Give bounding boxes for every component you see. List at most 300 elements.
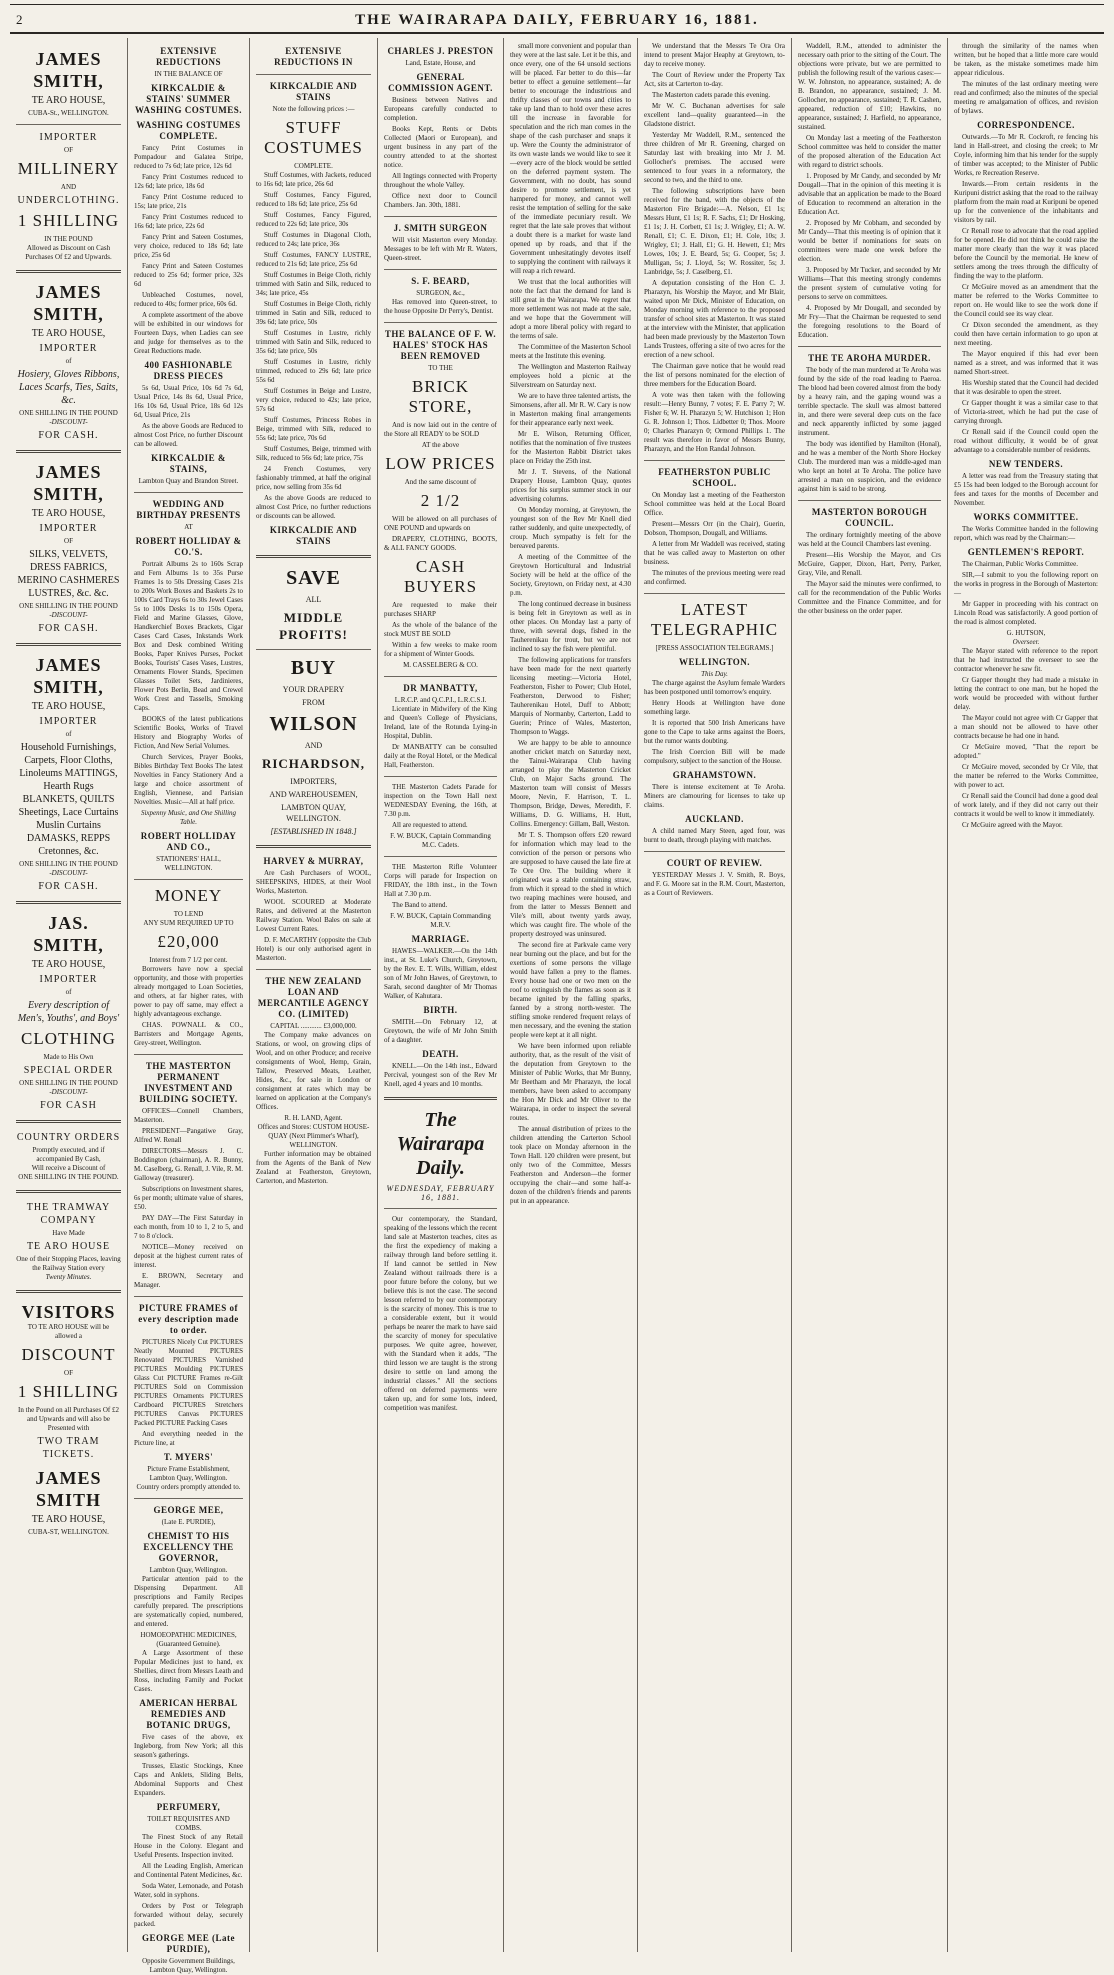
ad-heading: CASH BUYERS	[403, 557, 478, 596]
news-text: The following subscriptions have been received for the band, with the objects of the Masterton Fire Brigade:—A. Nelson, £1 1s; Messrs Hunt, £1 1s; R. F. Sachs, £1; Dr Hosking, £1 1s; J. H. Corbett, £1 1s; J. Wrigley, £1; A. W. Renall, £1; C. E. Dixon, £1; H. Cole, 10s; J. Wrigley, £1; J. Hall, £1; G. H. Hewett, £1; Mrs Lowes, 10s; J. E. Beard, 5s; G. Cooper, 5s; J. Mulligan, 5s; J. Lloyd, 5s; W. Rossiter, 5s; J. Lanbridge, 5s; J. Caselberg, £1.	[644, 187, 785, 276]
ad-text: Stuff Costumes, Fancy Figured, reduced to 22s 6d; late price, 30s	[256, 211, 371, 228]
ad-text: OFFICES—Connell Chambers, Masterton.	[134, 1107, 243, 1124]
poster-line: SAVE	[286, 567, 341, 589]
divider	[384, 676, 497, 677]
ad-line: ONE SHILLING IN THE POUND	[19, 602, 118, 610]
ad-text: Interest from 7 1/2 per cent.	[149, 956, 228, 964]
ad-heading: EXTENSIVE REDUCTIONS	[155, 46, 221, 67]
section-heading: COURT OF REVIEW.	[666, 858, 763, 868]
ad-line: DISCOUNT	[21, 1345, 116, 1364]
divider	[16, 1190, 121, 1193]
section-heading: AUCKLAND.	[685, 814, 744, 824]
ad-text: And is now laid out in the centre of the Store all READY to be SOLD	[384, 421, 497, 438]
divider	[16, 1290, 121, 1293]
news-text: Cr McGuire moved, "That the report be adopted."	[954, 743, 1098, 760]
ad-line: AND	[60, 183, 77, 191]
divider	[134, 492, 243, 493]
ad-heading: JAMES SMITH,	[33, 462, 104, 504]
news-text: Inwards.—From certain residents in the Kuripuni district asking that the road to the railway platform from the main road at Kuripuni be opened up for the convenience of the inhabitants and visitors by rail.	[954, 180, 1098, 224]
news-text: The long continued decrease in business is being felt in Greytown as well as in other places. On Monday last a party of three, with several dogs, fished in the Tauherenikau for trout, but we are not inclined to say the fish were plentiful.	[510, 600, 631, 653]
ad-line: IN THE BALANCE OF	[154, 70, 223, 78]
editorial-text: Our contemporary, the Standard, speaking of the lessons which the recent land sale at Masterton teaches, cites as the first the expediency of making a railway through land before settling it. If land cannot be settled in New Zealand without railroads there is a poor future before the colony, but we believe this is not the case. The second lesson referred to by our contemporary is the scarcity of money. This is true to a considerable extent, but it would perhaps be nearer the mark to have said the scarcity of money for speculative purposes. We quite agree, however, with the Standard when it adds, "The third lesson we are taught is the strong desire to settle on land among the industrial classes." All the sections offered on deferred payments were taken up, and for some lots, indeed, competition was manifest.	[384, 1215, 497, 1412]
ad-text: Fancy Print Costumes reduced to 16s 6d; late price, 22s 6d	[134, 213, 243, 230]
ad-text: A complete assortment of the above will be exhibited in our windows for Fourteen Days, when Ladies can see and judge for themselves as to the Great Reductions made.	[134, 311, 243, 355]
ad-line: TO TE ARO HOUSE will be allowed a	[27, 1323, 110, 1340]
ad-text: Note the following prices :—	[272, 105, 355, 113]
divider	[798, 346, 941, 347]
ad-text: Five cases of the above, ex Ingleborg, from New York; all this season's gatherings.	[134, 1733, 243, 1759]
ad-subheading: TE ARO HOUSE,	[31, 508, 106, 519]
poster-line: AND	[304, 741, 323, 750]
notice-text: F. W. BUCK, Captain Commanding M.R.V.	[390, 912, 491, 929]
ad-james-smith-silks	[16, 461, 121, 635]
ad-line: Have Made	[52, 1229, 85, 1237]
news-text: Waddell, R.M., attended to administer the necessary oath prior to the sitting of the Court. The objections were private, but we are permitted to publish the following result of the various cases:—W. W. Johnston, no appearance, sustained; A. de B. Brandon, no appearance, sustained; J. M. Gollocher, no appearance, sustained; T. R. Cashen, appeared, reduction of £10; Hawkins, no appearance, sustained; J. Harfield, no appearance, sustained.	[798, 42, 941, 131]
news-text: The Works Committee handed in the following report, which was read by the Chairman:—	[954, 525, 1098, 542]
ad-text: STATIONERS' HALL, WELLINGTON.	[156, 855, 221, 872]
ad-heading: 400 FASHIONABLE DRESS PIECES	[144, 360, 233, 381]
ad-james-smith-hosiery	[16, 281, 121, 442]
ad-text: Particular attention paid to the Dispensing Department. All prescriptions and Family Recipes carefully prepared. The prescriptions are systematically copied, numbered, and entered.	[134, 1575, 243, 1628]
ad-text: L.R.C.P. and Q.C.P.I., L.R.C.S.I.	[394, 696, 487, 704]
ad-text: Office next door to Council Chambers. Jan. 30th, 1881.	[384, 192, 497, 209]
poster-line: BUY	[290, 657, 337, 679]
ad-text: All the Leading English, American and Continental Patent Medicines, &c.	[134, 1862, 243, 1879]
ad-text: As the above Goods are Reduced to almost Cost Price, no further Discount can be allowed.	[134, 422, 243, 448]
ad-line: IMPORTER	[39, 132, 98, 143]
ad-line: TE ARO HOUSE,	[31, 1514, 106, 1525]
section-heading: WORKS COMMITTEE.	[973, 512, 1079, 522]
divider	[384, 216, 497, 217]
ad-text: COMPLETE.	[294, 162, 333, 170]
ad-heading: KIRKCALDIE AND STAINS	[269, 81, 358, 102]
ad-text: Are requested to make their purchases SHARP	[384, 601, 497, 618]
ad-line: OF	[64, 1369, 73, 1377]
ad-heading: BRICK STORE,	[408, 377, 473, 416]
ad-text: Has removed into Queen-street, to the house Opposite Dr Perry's, Dentist.	[384, 298, 497, 315]
ad-text: Opposite Government Buildings, Lambton Quay, Wellington.	[142, 1957, 235, 1974]
column-6-news	[638, 38, 792, 1952]
ad-line: THE TRAMWAY COMPANY	[26, 1202, 111, 1226]
divider	[134, 879, 243, 880]
news-text: 3. Proposed by Mr Tucker, and seconded by Mr Williams—That this meeting strongly condemns the present system of cumulative voting for persons to serve on committees.	[798, 266, 941, 301]
ad-text: TO LEND	[173, 910, 204, 918]
ad-text: BOOKS of the latest publications Scientific Books, Works of Travel History and Biography Works of Fiction, And New Serial Volumes.	[134, 715, 243, 750]
section-heading: WELLINGTON.	[678, 657, 751, 667]
ad-text: 5s 6d, Usual Price, 10s 6d 7s 6d, Usual Price, 14s 8s 6d, Usual Price, 16s 10s 6d, Usual Price, 18s 6d 12s 6d, Usual Price, 21s	[134, 384, 243, 419]
ad-text: And everything needed in the Picture line, at	[134, 1430, 243, 1447]
ad-text: SURGEON, &c.,	[416, 289, 465, 297]
divider	[16, 450, 121, 453]
ad-heading: £20,000	[157, 932, 220, 951]
ad-james-smith-furnishings	[16, 654, 121, 893]
ad-heading: WEDDING AND BIRTHDAY PRESENTS	[136, 499, 241, 520]
ad-subheading: TE ARO HOUSE,	[31, 95, 106, 106]
ad-text: Portrait Albums 2s to 160s Scrap and Fern Albums 1s to 35s Purse Frames 1s to 50s Dressing Cases 21s to 200s Work Boxes and Baskets 2s to 100s Card Trays 6s to 30s Jewel Cases 5s to 100s Desks 1s to 150s Opera, Field and Marine Glasses, Glove, Handkerchief Boxes Brackets, Cigar Cases Card Cases, Inkstands Work Box and Desk combined Writing Books, Paper Knives Purses, Pocket Books, Tourists' Cases Vases, Lustres, Ornaments Flower Stands, Specimen Glasses Toilet Sets, Jardinieres, Flower Pots Berlin, Bead and Crewel Work Crest and Tassells, Smoking Caps.	[134, 560, 243, 712]
news-text: The Wellington and Masterton Railway employees hold a picnic at the Silverstream on Saturday next.	[510, 363, 631, 389]
ad-text: Land, Estate, House, and	[405, 59, 476, 67]
ad-heading: STUFF COSTUMES	[264, 118, 363, 157]
ad-text: M. CASSELBERG & CO.	[403, 661, 478, 669]
section-heading: BIRTH.	[423, 1005, 458, 1015]
divider	[644, 460, 785, 461]
ad-heading: PICTURE FRAMES of every description made to order.	[138, 1303, 239, 1335]
notice-text: THE Masterton Rifle Volunteer Corps will parade for Inspection on FRIDAY, the 18th inst., in the Town Hall at 7.30 p.m.	[384, 863, 497, 898]
news-text: Cr Gapper thought it was a similar case to that of Victoria-street, which he had put the case of carrying through.	[954, 399, 1098, 425]
news-text: A meeting of the Committee of the Greytown Horticultural and Industrial Society will be held at the office of the Society, Greytown, on Friday next, at 4.30 p.m.	[510, 553, 631, 597]
ad-text: Stuff Costumes in Beige Cloth, richly trimmed in Satin and Silk, reduced to 39s 6d; late price, 50s	[256, 300, 371, 326]
ad-line: TE ARO HOUSE	[26, 1241, 111, 1252]
ad-text: Unbleached Costumes, novel, reduced to 40s; former price, 60s 6d.	[134, 291, 243, 308]
ad-text: DRAPERY, CLOTHING, BOOTS, & ALL FANCY GOODS.	[384, 535, 497, 552]
news-text: Cr Dixon seconded the amendment, as they could then have certain information to go upon at next meeting.	[954, 321, 1098, 347]
poster-line: WILSON	[269, 713, 358, 735]
section-heading: NEW TENDERS.	[988, 459, 1064, 469]
column-8-news	[948, 38, 1104, 1952]
news-text: The Mayor stated with reference to the report that he had instructed the overseer to see the contractor whenever he saw fit.	[954, 647, 1098, 673]
ad-line: -DISCOUNT-	[49, 611, 88, 619]
ad-line: ONE SHILLING IN THE POUND	[19, 409, 118, 417]
divider	[644, 593, 785, 594]
ad-line: IMPORTER	[39, 716, 98, 727]
ad-text: Offices and Stores: CUSTOM HOUSE-QUAY (Next Plimmer's Wharf), WELLINGTON.	[257, 1123, 370, 1149]
news-text: Present—Messrs Orr (in the Chair), Guerin, Dobson, Thompson, Dougall, and Williams.	[644, 520, 785, 537]
news-text: [PRESS ASSOCIATION TELEGRAMS.]	[655, 644, 774, 652]
news-text: We have been informed upon reliable authority, that, as the result of the visit of the deputation from Greytown to the Minister of Public Works, that Mr Bunny, Mr Beetham and Mr Pharazyn, the local members, have been asked to accompany the Hon Mr Dick and Mr Oliver to the Wairarapa, in order to inspect the several routes.	[510, 1042, 631, 1122]
news-text: A child named Mary Steen, aged four, was burnt to death, through playing with matches.	[644, 827, 785, 844]
news-text: The annual distribution of prizes to the children attending the Carterton School took place on Monday afternoon in the Town Hall. 120 children were present, but only two of the Committee, Messrs Featherston and Anderson—the former occupying the chair—and some half-a-dozen of the children's friends and parents put in an appearance.	[510, 1125, 631, 1205]
signature-title: Overseer.	[1012, 638, 1040, 646]
ad-heading: MONEY	[154, 886, 223, 905]
ad-text: Picture Frame Establishment, Lambton Quay, Wellington.	[147, 1465, 230, 1482]
ad-heading: THE NEW ZEALAND LOAN AND MERCANTILE AGENCY CO. (LIMITED)	[257, 976, 370, 1019]
ad-text: Fancy Print Costumes in Pompadour and Galatea Stripe, reduced to 7s 6d; late price, 12s 6d	[134, 144, 243, 170]
news-text: The Chairman, Public Works Committee.	[962, 560, 1078, 568]
news-text: The Masterton cadets parade this evening.	[652, 91, 771, 99]
ad-line: ONE SHILLING IN THE POUND	[19, 860, 118, 868]
ad-text: Church Services, Prayer Books, Bibles Birthday Text Books The latest Novelties in Fancy Stationery And a large and choice assortment of English, Viennese, and Parisian Novelties. Music—All at half price.	[134, 753, 243, 806]
ad-line: CUBA-ST, WELLINGTON.	[28, 1528, 109, 1536]
ad-text: NOTICE—Money received on deposit at the highest current rates of interest.	[134, 1243, 243, 1269]
column-1-james-smith-ads	[10, 38, 128, 1952]
news-text: Cr Renall said the Council had done a good deal of work lately, and if they did not carry out their contracts it would be well to know it immediately.	[954, 792, 1098, 818]
ad-line: -DISCOUNT-	[49, 418, 88, 426]
section-heading: MARRIAGE.	[411, 934, 470, 944]
ad-text: Stuff Costumes in Lustre, richly trimmed with Satin and Silk, reduced to 35s 6d; late price, 50s	[256, 329, 371, 355]
ad-line: COUNTRY ORDERS	[16, 1132, 121, 1143]
ad-heading: CHEMIST TO HIS EXCELLENCY THE GOVERNOR,	[143, 1531, 234, 1563]
news-text: The Chairman gave notice that he would read the list of persons nominated for the election of three members for the Education Board.	[644, 362, 785, 388]
ad-text: Country orders promptly attended to.	[136, 1483, 241, 1491]
ad-text: Fancy Print Costumes reduced to 12s 6d; late price, 18s 6d	[134, 173, 243, 190]
ad-heading: JAMES SMITH,	[33, 282, 104, 324]
news-text: The Mayor enquired if this had ever been named as a street, and was informed that it was named Short-street.	[954, 350, 1098, 376]
news-text: We are happy to be able to announce another cricket match on Saturday next, the Tainui-Wairarapa Club having arranged to play the Masterton Cricket Club, on Major Sachs ground. The Masterton team will consist of Messrs Moore, Nevin, F. Harrison, T. L. Thompson, Bridge, Dewes, Meredith, F. Williams, D. G. Williams, H. Hutt, Collins. Emergency: Gillam, Ball, Weston.	[510, 739, 631, 828]
ad-text: ANY SUM REQUIRED UP TO	[143, 919, 234, 927]
editorial-masthead: The Wairarapa Daily.	[396, 1109, 485, 1179]
ad-heading: JAS. SMITH,	[33, 913, 104, 955]
ad-line: of	[65, 988, 72, 996]
news-text: Mr Gapper in proceeding with his contract on Lincoln Road was satisfactorily. A good portion of the road is almost completed.	[954, 600, 1098, 626]
ad-line: UNDERCLOTHING.	[17, 195, 120, 206]
ad-text: CAPITAL ............ £3,000,000.	[270, 1022, 357, 1030]
ad-text: And the same discount of	[404, 478, 477, 486]
ad-text: Fancy Print Costume reduced to 15s; late price, 21s	[134, 193, 243, 210]
ad-heading: WASHING COSTUMES COMPLETE.	[136, 120, 241, 141]
column-4-notices-editorial	[378, 38, 504, 1952]
notice-text: SMITH.—On February 12, at Greytown, the wife of Mr John Smith of a daughter.	[384, 1018, 497, 1044]
ad-heading: GEORGE MEE,	[153, 1505, 224, 1515]
ad-line: FOR CASH.	[38, 430, 99, 441]
news-text: small more convenient and popular than they were at the last sale. Let it be this, and once every, one of the 64 unsold sections will be placed. Far better to do this—far better to effect a genuine settlement—far better to encourage the industrious and thrifty classes of our towns and cities to take up land than to hold over these acres till the increase in favorable for speculation and the rich man comes in the shape of the cash purchaser and snaps it up. Were the County the administrator of its own waste lands we would like to see it—every acre of the block would be settled on the deferred payment system. The Government, with no doubt, has sound desire to promote settlement, is yet hampered for money, and cannot well resist the temptation of selling for the sake of the immediate pecuniary result. We regret that the late sale proves that without a doubt there is a market for waste land opened up by roads, and that if the Government unhesitatingly devotes itself to supplying the continent with railways it will reap a rich reward.	[510, 42, 631, 275]
ad-text: The Finest Stock of any Retail House in the Colony. Elegant and Useful Presents. Inspection invited.	[134, 1833, 243, 1859]
divider	[16, 901, 121, 904]
ad-line: SPECIAL ORDER	[23, 1065, 114, 1076]
ad-james-smith-clothing	[16, 912, 121, 1112]
divider	[384, 269, 497, 270]
news-text: Cr McGuire moved, seconded by Cr Vile, that the matter be referred to the Works Committee, with power to act.	[954, 763, 1098, 789]
divider	[256, 555, 371, 558]
section-heading: MASTERTON BOROUGH COUNCIL.	[811, 507, 928, 528]
section-heading: GRAHAMSTOWN.	[672, 770, 757, 780]
ad-text: TOILET REQUISITES AND COMBS.	[147, 1815, 230, 1832]
news-text: 2. Proposed by Mr Cobham, and seconded by Mr Candy—That this meeting is of opinion that it would be better if nominations for seats on committees were made one week before the election.	[798, 219, 941, 263]
news-text: Cr McGuire agreed with the Mayor.	[962, 821, 1063, 829]
news-text: We understand that the Messrs Te Ora Ora intend to present Major Heaphy at Greytown, to-day to receive money.	[644, 42, 785, 68]
ad-heading: JAMES SMITH,	[33, 655, 104, 697]
ad-text: As the whole of the balance of the stock MUST BE SOLD	[384, 621, 497, 638]
poster-line: LAMBTON QUAY, WELLINGTON.	[281, 803, 346, 823]
ad-heading: LOW PRICES	[385, 454, 496, 473]
newspaper-title: THE WAIRARAPA DAILY, FEBRUARY 16, 1881.	[355, 12, 759, 28]
news-text: Cr Renall rose to advocate that the road applied for be opened. He did not think he could raise the matter more clearly than the way it was placed before the Council by the memorial. He knew of settlers among the trees through the difficulty of finding the way to the platform.	[954, 227, 1098, 280]
notice-text: The Band to attend.	[392, 901, 448, 909]
ad-text: Further information may be obtained from the Agents of the Bank of New Zealand at Featherston, Greytown, Carterton, and Masterton.	[256, 1150, 371, 1185]
ad-heading: T. MYERS'	[163, 1452, 214, 1462]
news-text: The ordinary fortnightly meeting of the above was held at the Council Chambers last evening.	[798, 531, 941, 548]
column-3-ads	[250, 38, 378, 1952]
divider	[384, 1208, 497, 1209]
divider	[134, 1054, 243, 1055]
ad-line: CLOTHING	[21, 1029, 116, 1048]
ad-heading: J. SMITH SURGEON	[393, 223, 488, 233]
ad-line: IMPORTER	[39, 523, 98, 534]
ad-line: Promptly executed, and if accompanied By Cash,	[32, 1146, 105, 1163]
ad-text: Fancy Print and Sateen Costumes, very choice, reduced to 18s 6d; late price, 25s 6d	[134, 233, 243, 259]
notice-text: F. W. BUCK, Captain Commanding M.C. Cadets.	[390, 832, 491, 849]
ad-heading: 2 1/2	[420, 491, 461, 510]
ad-heading: KIRKCALDIE & STAINS,	[151, 453, 226, 474]
ad-heading: VISITORS	[21, 1302, 116, 1322]
section-heading: GENTLEMEN'S REPORT.	[967, 547, 1085, 557]
ad-heading: THE MASTERTON PERMANENT INVESTMENT AND BUILDING SOCIETY.	[139, 1061, 238, 1104]
ad-heading: ROBERT HOLLIDAY AND CO.,	[140, 831, 237, 852]
ad-text: (Late E. PURDIE),	[161, 1518, 216, 1526]
column-5-news	[504, 38, 638, 1952]
ad-text: Will visit Masterton every Monday. Messages to be left with Mr R. Waters, Queen-street.	[384, 236, 497, 262]
ad-text: Orders by Post or Telegraph forwarded without delay, securely packed.	[134, 1902, 243, 1928]
poster-line: IMPORTERS,	[290, 777, 337, 786]
ad-line: FOR CASH	[40, 1100, 97, 1111]
ad-line: -DISCOUNT-	[49, 869, 88, 877]
ad-wilson-richardson	[256, 566, 371, 837]
ad-text: Are Cash Purchasers of WOOL, SHEEPSKINS, HIDES, at their Wool Works, Masterton.	[256, 869, 371, 895]
news-text: The minutes of the last ordinary meeting were read and confirmed; also the minutes of the special meeting re amalgamation of offices, and revision of bylaws.	[954, 80, 1098, 115]
ad-text: Will be allowed on all purchases of ONE POUND and upwards on	[384, 515, 497, 532]
ad-text: Sixpenny Music, and One Shilling Table.	[140, 809, 237, 826]
notice-text: KNELL.—On the 14th inst., Edward Percival, youngest son of the Rev Mr Knell, aged 4 years and 10 months.	[384, 1062, 497, 1088]
ad-line: Household Furnishings, Carpets, Floor Cloths, Linoleums MATTINGS, Hearth Rugs BLANKETS, QUILTS Sheetings, Lace Curtains Muslin Curtains DAMASKS, REPPS Cretonnes, &c.	[18, 742, 119, 857]
ad-james-smith-millinery	[16, 48, 121, 262]
ad-text: AT	[184, 523, 193, 531]
ad-subheading: TE ARO HOUSE,	[31, 959, 106, 970]
ad-text: TO THE	[428, 364, 453, 372]
ad-line: -DISCOUNT-	[49, 1088, 88, 1096]
ad-tramway	[16, 1201, 121, 1282]
news-text: A letter was read from the Treasury stating that £5 15s had been lodged to the Borough account for fees and taxes for the months of December and November.	[954, 472, 1098, 507]
ad-heading: JAMES SMITH,	[33, 49, 104, 91]
news-text: The Mayor could not agree with Cr Gapper that a man should not be allowed to have other contracts because he had one in hand.	[954, 714, 1098, 740]
news-text: 4. Proposed by Mr Dougall, and seconded by Mr Fry—That the Chairman be requested to send the foregoing resolutions to the Board of Education.	[798, 304, 941, 339]
ad-text: Business between Natives and Europeans carefully conducted to completion.	[384, 96, 497, 122]
ad-line: IN THE POUND	[44, 235, 93, 243]
page-number: 2	[16, 12, 23, 27]
news-text: A deputation consisting of the Hon C. J. Pharazyn, his Worship the Mayor, and Mr Blair, waited upon Mr Dick, Minister of Education, on Monday morning with reference to the proposed transfer of school sites at Masterton. It was stated at the interview with the Minister, that application had been made previously by the Masterton Town Lands Trustees, offering a site of two acres for the erection of a new school.	[644, 279, 785, 359]
divider	[16, 643, 121, 646]
news-text: Cr McGuire moved as an amendment that the matter be referred to the Works Committee to report on. He would like to see the work done if the Council could see its way clear.	[954, 283, 1098, 318]
ad-text: R. H. LAND, Agent.	[284, 1114, 343, 1122]
divider	[384, 1097, 497, 1100]
ad-text: A Large Assortment of these Popular Medicines just to hand, ex Shellies, direct from Messrs Leath and Ross, including Family and Pocket Cases.	[134, 1649, 243, 1693]
ad-line: 1 SHILLING	[17, 1382, 120, 1401]
ad-line: FOR CASH.	[38, 881, 99, 892]
ad-heading: CHARLES J. PRESTON	[387, 46, 494, 56]
ad-line: 1 SHILLING	[17, 211, 120, 230]
poster-line: RICHARDSON,	[261, 756, 366, 771]
news-text: The Court of Review under the Property Tax Act, sits at Carterton to-day.	[644, 71, 785, 88]
poster-line: YOUR DRAPERY	[282, 685, 345, 694]
ad-line: IMPORTER	[39, 343, 98, 354]
columns	[10, 38, 1104, 1974]
ad-text: AT the above	[421, 441, 460, 449]
news-text: The body was identified by Hamilton (Honal), and he was a member of the North Shore Hockey Club. The murdered man was a middle-aged man who kept an hotel at Te Aroha. The police have arrested a man on suspicion, and the evidence against him is said to be strong.	[798, 440, 941, 493]
ad-text: Lambton Quay and Brandon Street.	[138, 477, 239, 485]
divider	[16, 1120, 121, 1123]
ad-text: Stuff Costumes in Beige and Lustre, very choice, reduced to 42s; late price, 57s 6d	[256, 387, 371, 413]
news-text: The following applications for transfers have been made for the next quarterly licensing meeting:—Victoria Hotel, Featherston, Fisher to Power; Club Hotel, Featherston, Derwood to Fisher; Tauherenikau Hotel, Duff to Abbott; Marquis of Normanby, Carterton, Ladd to Guerin; Prince of Wales, Masterton, Thompson to Waggs.	[510, 656, 631, 736]
ad-heading: S. F. BEARD,	[411, 276, 470, 286]
ad-visitors	[16, 1301, 121, 1537]
ad-text: PRESIDENT—Pangatiwe Gray, Alfred W. Renall	[134, 1127, 243, 1144]
ad-text: Books Kept, Rents or Debts Collected (Maori or European), and urgent business in any part of the country attended to at the shortest notice.	[384, 125, 497, 169]
ad-heading: GENERAL COMMISSION AGENT.	[388, 72, 493, 93]
ad-text: Lambton Quay, Wellington.	[149, 1566, 228, 1574]
ad-line: of	[65, 357, 72, 365]
ad-text: DIRECTORS—Messrs J. C. Boddington (chairman), A. R. Bunny, M. Caselberg, G. Renall, J. Vile, R. M. Galloway (treasurer).	[134, 1147, 243, 1182]
divider	[256, 649, 371, 650]
divider	[256, 969, 371, 970]
section-heading: FEATHERSTON PUBLIC SCHOOL.	[658, 467, 771, 488]
ad-subheading: TE ARO HOUSE,	[31, 701, 106, 712]
news-text: It is reported that 500 Irish Americans have gone to the Cape to take arms against the Boers, but the rumor wants doubting.	[644, 719, 785, 745]
ad-text: The Company make advances on Stations, or wool, on growing clips of Wool, and on other Produce; and receive consignments of Wool, Hemp, Grain, Tallow, Preserved Meats, Leather, Hides, &c., for sale in London or consignment at rates which may be learned on application at the Company's Offices.	[256, 1031, 371, 1111]
news-text: This Day.	[701, 670, 728, 678]
poster-line: MIDDLE PROFITS!	[279, 610, 348, 642]
divider	[134, 1296, 243, 1297]
ad-text: Stuff Costumes, Fancy Figured, reduced to 18s 6d; late price, 25s 6d	[256, 191, 371, 208]
ad-text: PICTURES Nicely Cut PICTURES Neatly Mounted PICTURES Renovated PICTURES Varnished PICTURES Moulding PICTURES Glass Cut PICTURE Frames re-Gilt PICTURES Sold on Commission PICTURES Ornaments PICTURES Cardboard PICTURES Stretchers PICTURES Canvas PICTURES Packed PICTURE Packing Cases	[134, 1338, 243, 1427]
ad-text: PAY DAY—The First Saturday in each month, from 10 to 1, 2 to 5, and 7 to 8 o'clock.	[134, 1214, 243, 1240]
news-text: On Monday morning, at Greytown, the youngest son of the Rev Mr Knell died rather suddenly, and quite unexpectedly, of croup. Much sympathy is felt for the bereaved parents.	[510, 506, 631, 550]
news-text: His Worship stated that the Council had decided that it was desirable to open the street.	[954, 379, 1098, 396]
ad-text: Fancy Print and Sateen Costumes reduced to 25s 6d; former price, 32s 6d	[134, 262, 243, 288]
ad-line: MILLINERY	[17, 159, 120, 178]
ad-text: Subscriptions on Investment shares, 6s per month; ultimate value of shares, £50.	[134, 1185, 243, 1211]
news-text: The body of the man murdered at Te Aroha was found by the side of the road leading to Paeroa. The blood had been covered almost from the body by a heavy rain, and the gaping wound was a terrible spectacle. The skull was almost battered in, and there were several deep cuts on the face and neck apparently inflicted by some jagged instrument.	[798, 366, 941, 437]
masthead	[10, 4, 1104, 34]
ad-heading: ROBERT HOLLIDAY & CO.'S.	[135, 536, 242, 557]
news-text: The Committee of the Masterton School meets at the Institute this evening.	[510, 343, 631, 360]
ad-text: 24 French Costumes, very fashionably trimmed, at half the original price, now selling from 35s 6d	[256, 465, 371, 491]
news-text: Mr J. T. Stevens, of the National Drapery House, Lambton Quay, quotes prices for his surplus summer stock in our advertising columns.	[510, 468, 631, 503]
ad-text: Stuff Costumes in Beige Cloth, richly trimmed with Satin and Silk, reduced to 34s; late price, 45s	[256, 271, 371, 297]
ad-text: Borrowers have now a special opportunity, and those with properties already mortgaged to Loan Societies, and others, at far higher rates, with power to pay off same, may effect a highly advantageous exchange.	[134, 965, 243, 1018]
divider	[256, 845, 371, 848]
news-text: Cr Gapper thought they had made a mistake in letting the contract to one man, but he hoped the work would be proceeded with without further delay.	[954, 676, 1098, 711]
ad-subheading: TE ARO HOUSE,	[31, 328, 106, 339]
news-text: The second fire at Parkvale came very near burning out the place, and but for the exertions of some persons the village would have fallen a prey to the flames. Every house had one or two men on the roof to extinguish the flames as soon as it became ignited by the falling sparks, fanned by a strong north-wester. The stifling smoke rendered frequent relays of men necessary, and the evening the station people were kept at it all night.	[510, 941, 631, 1039]
ad-line: Allowed as Discount on Cash Purchases Of £2 and Upwards.	[25, 244, 112, 261]
news-text: 1. Proposed by Mr Candy, and seconded by Mr Dougall—That in the opinion of this meeting it is advisable that an application be made to the Board of Education to recommend an alteration in the Education Act.	[798, 172, 941, 216]
section-heading: CORRESPONDENCE.	[977, 120, 1075, 130]
news-text: SIR,—I submit to you the following report on the works in progress in the Borough of Masterton:—	[954, 571, 1098, 597]
ad-line: TWO TRAM TICKETS.	[37, 1436, 100, 1460]
ad-heading: EXTENSIVE REDUCTIONS IN	[274, 46, 353, 67]
ad-line: OF	[64, 537, 73, 545]
ad-line: Twenty Minutes.	[45, 1273, 92, 1281]
ad-text: E. BROWN, Secretary and Manager.	[134, 1272, 243, 1289]
ad-line: Will receive a Discount of	[31, 1164, 106, 1172]
divider	[384, 322, 497, 323]
ad-line: of	[65, 730, 72, 738]
ad-line: OF	[64, 146, 73, 154]
masthead-rule	[10, 4, 1104, 5]
ad-heading: HARVEY & MURRAY,	[263, 856, 364, 866]
news-text: The Mayor said the minutes were confirmed, to call for the recommendation of the Public Works Committee and the Finance Committee, and for the other business on the order paper.	[798, 580, 941, 615]
news-text: Mr W. C. Buchanan advertises for sale excellent land—quality guaranteed—in the Gladstone district.	[644, 102, 785, 128]
ad-address: CUBA-St., WELLINGTON.	[28, 109, 109, 117]
ad-text: Soda Water, Lemonade, and Potash Water, sold in syphons.	[134, 1882, 243, 1899]
news-text: We trust that the local authorities will note the fact that the demand for land is still great in the Wairarapa. We regret that more settlement was not made at the sale, and we hope that the Government will adopt a more liberal policy with regard to the terms of sale.	[510, 278, 631, 340]
ad-line: ONE SHILLING IN THE POUND	[19, 1079, 118, 1087]
poster-line: [ESTABLISHED IN 1848.]	[270, 827, 357, 836]
ad-line: Hosiery, Gloves Ribbons, Laces Scarfs, Ties, Saits, &c.	[17, 369, 120, 406]
ad-text: As the above Goods are reduced to almost Cost Price, no further reductions or discounts can be allowed.	[256, 494, 371, 520]
ad-text: Within a few weeks to make room for a shipment of Winter Goods.	[384, 641, 497, 658]
divider	[16, 270, 121, 273]
ad-heading: JAMES SMITH	[35, 1468, 102, 1510]
divider	[16, 124, 121, 125]
ad-line: One of their Stopping Places, leaving the Railway Station every	[16, 1255, 121, 1272]
news-text: Henry Hoods at Wellington have done something large.	[644, 699, 785, 716]
ad-line: ONE SHILLING IN THE POUND.	[18, 1173, 119, 1181]
poster-line: AND WAREHOUSEMEN,	[269, 790, 358, 799]
news-text: Mr T. S. Thompson offers £20 reward for information which may lead to the conviction of the person or persons who are supposed to have caused the late fire at Te Ore Ore. The building where it originated was a stable containing straw, from which it spread to the shed in which two reaping machines were housed, and from the latter to Messrs Bennett and Vile's mill, about twenty yards away, which was caught fire. The whole of the property destroyed was uninsured.	[510, 831, 631, 938]
ad-heading: KIRKCALDIE AND STAINS	[269, 525, 358, 546]
ad-text: Dr MANBATTY can be consulted daily at the Royal Hotel, or the Medical Hall, Featherston.	[384, 743, 497, 769]
news-text: A letter from Mr Waddell was received, stating that he was called away to Masterton on other business.	[644, 540, 785, 566]
ad-heading: GEORGE MEE (Late PURDIE),	[142, 1933, 235, 1954]
